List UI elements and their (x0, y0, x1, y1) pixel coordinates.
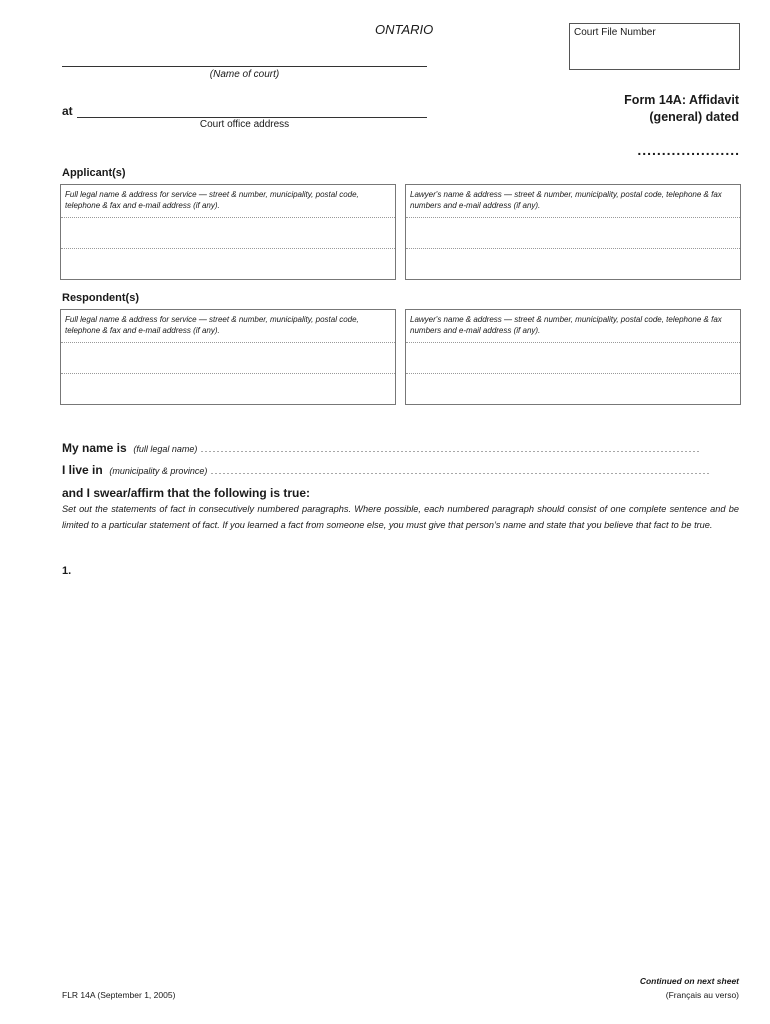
municipality-row[interactable] (62, 463, 738, 477)
name-of-court-caption: (Name of court) (209, 69, 280, 80)
french-version-note: (Français au verso) (665, 990, 739, 1000)
court-file-number-label: Court File Number (574, 27, 656, 38)
municipality-hint: (municipality & province) (109, 466, 208, 476)
continued-note: Continued on next sheet (639, 976, 739, 986)
applicant-party-row[interactable] (61, 217, 395, 218)
form-title-line-1: Form 14A: Affidavit (624, 93, 739, 107)
my-name-label: My name is (62, 441, 127, 455)
respondent-party-row[interactable] (61, 342, 395, 343)
statement-text-area[interactable] (80, 580, 739, 960)
applicant-lawyer-row[interactable] (406, 248, 740, 249)
respondent-lawyer-box[interactable] (405, 309, 741, 405)
municipality-dots[interactable]: ............................................................................................................................. (210, 466, 711, 476)
live-in-label: I live in (62, 463, 103, 477)
respondent-lawyer-hint: Lawyer's name & address — street & number, municipality, postal code, telephone & fax numbers and e-mail address (if any). (410, 315, 722, 335)
at-label: at (62, 104, 73, 118)
full-legal-name-hint: (full legal name) (133, 444, 198, 454)
applicant-party-hint: Full legal name & address for service — street & number, municipality, postal code, telephone & fax and e-mail address (if any). (65, 190, 359, 210)
applicant-party-box[interactable] (60, 184, 396, 280)
respondent-party-row[interactable] (61, 373, 395, 374)
respondent-lawyer-row[interactable] (406, 373, 740, 374)
form-title-line-2: (general) dated (649, 110, 739, 124)
full-legal-name-dots[interactable]: ............................................................................................................................. (200, 444, 701, 454)
full-legal-name-row[interactable] (62, 441, 738, 455)
form-identifier: FLR 14A (September 1, 2005) (62, 990, 176, 1000)
respondents-heading: Respondent(s) (62, 292, 139, 304)
instructions-text: Set out the statements of fact in consecutively numbered paragraphs. Where possible, each numbered paragraph should consist of one complete sentence and be limited to a particular statement of fact. If you learned a fact from someone else, you must give that person’s name and state that you believe that fact to be true. (62, 504, 739, 530)
court-office-address-line[interactable] (77, 117, 427, 118)
applicant-lawyer-box[interactable] (405, 184, 741, 280)
court-file-number-field[interactable] (569, 23, 740, 70)
respondent-party-hint: Full legal name & address for service — street & number, municipality, postal code, telephone & fax and e-mail address (if any). (65, 315, 359, 335)
applicant-party-row[interactable] (61, 248, 395, 249)
court-office-address-caption: Court office address (199, 119, 290, 130)
form-title (560, 92, 739, 126)
jurisdiction-title: ONTARIO (375, 22, 434, 37)
name-of-court-line[interactable] (62, 66, 427, 67)
applicants-heading: Applicant(s) (62, 167, 126, 179)
swear-affirm-statement: and I swear/affirm that the following is true: (62, 486, 311, 500)
respondent-lawyer-row[interactable] (406, 342, 740, 343)
respondent-party-box[interactable] (60, 309, 396, 405)
applicant-lawyer-hint: Lawyer's name & address — street & number, municipality, postal code, telephone & fax numbers and e-mail address (if any). (410, 190, 722, 210)
applicant-lawyer-row[interactable] (406, 217, 740, 218)
affidavit-date-field[interactable]: ..................... (637, 142, 740, 158)
paragraph-number: 1. (62, 565, 72, 577)
